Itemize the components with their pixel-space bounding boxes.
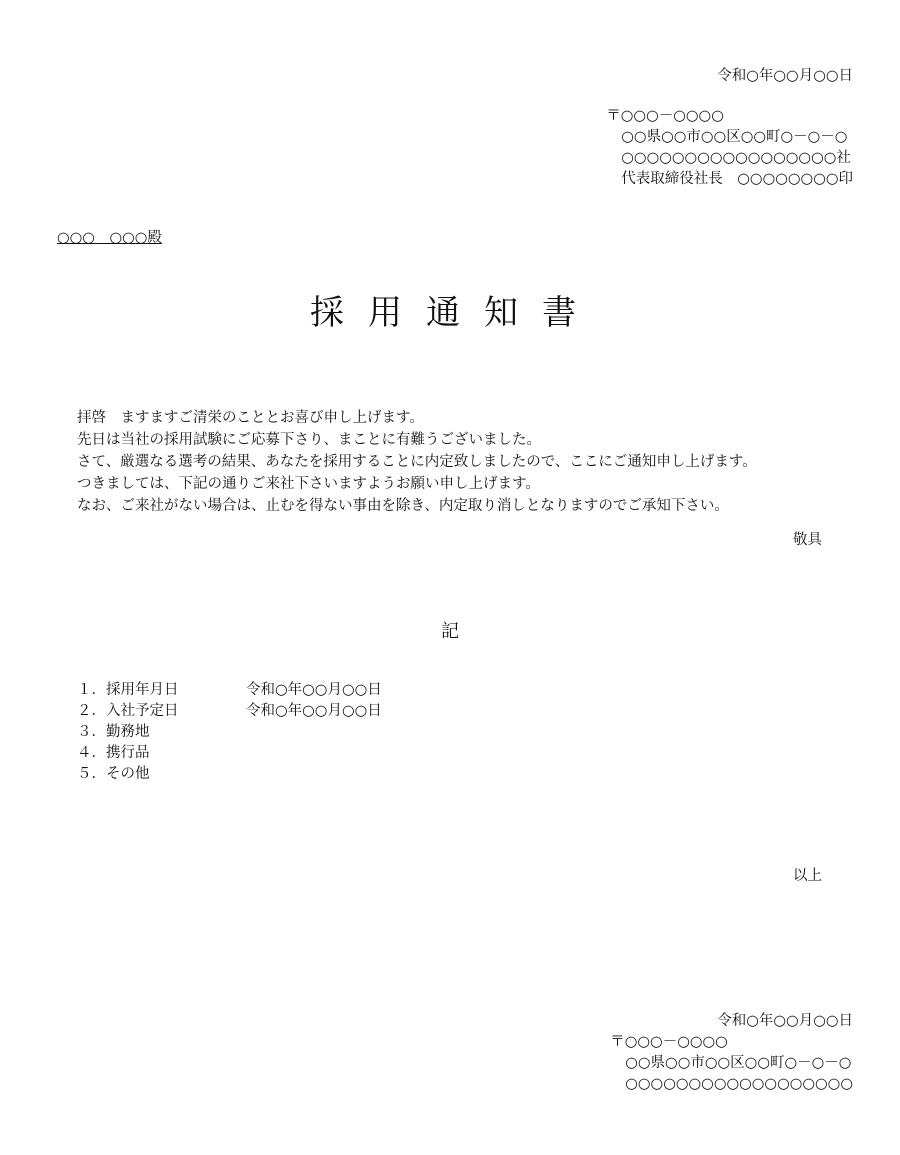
sender-postal-code: 〒○○○－○○○○ <box>606 108 724 124</box>
item-label: ２．入社予定日 <box>77 703 179 719</box>
footer-postal-code: 〒○○○－○○○○ <box>610 1034 728 1050</box>
list-item <box>77 743 382 764</box>
list-item <box>77 701 382 722</box>
body-line: さて、厳選なる選考の結果、あなたを採用することに内定致しましたので、ここにご通知申し上げます。 <box>77 454 757 470</box>
end-ijou: 以上 <box>793 868 822 884</box>
details-list <box>77 680 382 785</box>
item-label: ５．その他 <box>77 766 150 782</box>
item-label: ３．勤務地 <box>77 724 150 740</box>
letter-body <box>77 407 757 517</box>
item-label: １．採用年月日 <box>77 682 179 698</box>
footer-date: 令和○年○○月○○日 <box>717 1013 853 1029</box>
closing-keigu: 敬具 <box>793 532 822 548</box>
sender-address: ○○県○○市○○区○○町○－○－○ <box>621 129 848 145</box>
item-label: ４．携行品 <box>77 745 150 761</box>
body-line: つきましては、下記の通りご来社下さいますようお願い申し上げます。 <box>77 476 540 492</box>
list-item <box>77 764 382 785</box>
item-value: 令和○年○○月○○日 <box>246 703 382 719</box>
header-date: 令和○年○○月○○日 <box>717 68 853 84</box>
body-line: 拝啓 ますますご清栄のこととお喜び申し上げます。 <box>77 410 424 426</box>
sender-representative: 代表取締役社長 ○○○○○○○○印 <box>621 171 853 187</box>
body-line: なお、ご来社がない場合は、止むを得ない事由を除き、内定取り消しとなりますのでご承知下さい。 <box>77 498 729 514</box>
sender-company: ○○○○○○○○○○○○○○○○○社 <box>621 150 851 166</box>
footer-address: ○○県○○市○○区○○町○－○－○ <box>625 1055 852 1071</box>
ki-heading: 記 <box>441 621 459 642</box>
footer-company: ○○○○○○○○○○○○○○○○○○ <box>625 1076 853 1092</box>
item-value: 令和○年○○月○○日 <box>246 682 382 698</box>
body-line: 先日は当社の採用試験にご応募下さり、まことに有難うございました。 <box>77 432 541 448</box>
addressee: ○○○ ○○○殿 <box>57 230 162 246</box>
list-item <box>77 680 382 701</box>
list-item <box>77 722 382 743</box>
footer-address-block <box>610 1032 853 1095</box>
sender-address-block <box>606 106 853 190</box>
document-title: 採用通知書 <box>310 293 600 333</box>
